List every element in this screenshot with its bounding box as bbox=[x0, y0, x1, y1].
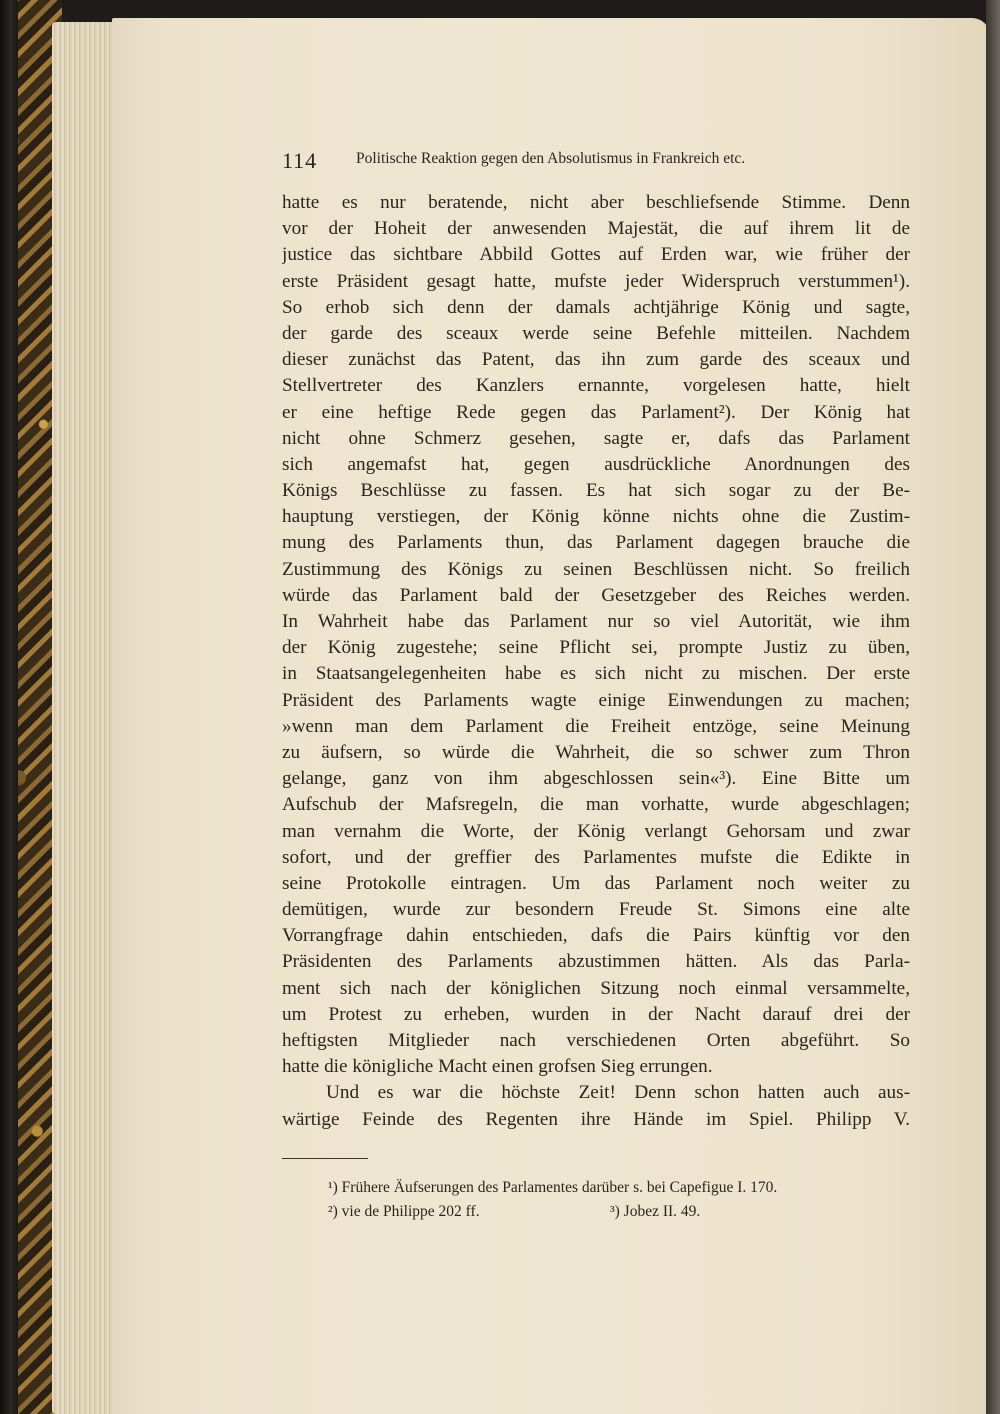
text-line: zu äufsern, so würde die Wahrheit, die so schwer zum Thron bbox=[282, 741, 910, 763]
footnote-row bbox=[328, 1200, 908, 1224]
text-line: würde das Parlament bald der Gesetzgeber des Reiches werden. bbox=[282, 584, 910, 606]
text-line: So erhob sich denn der damals achtjährige König und sagte, bbox=[282, 296, 910, 318]
text-line: vor der Hoheit der anwesenden Majestät, die auf ihrem lit de bbox=[282, 218, 910, 240]
footnote-2: ²) vie de Philippe 202 ff. bbox=[328, 1203, 480, 1220]
text-line: hauptung verstiegen, der König könne nichts ohne die Zustim- bbox=[282, 506, 910, 528]
text-line: erste Präsident gesagt hatte, mufste jeder Widerspruch verstummen¹). bbox=[282, 270, 910, 292]
text-line: sofort, und der greffier des Parlamentes mufste die Edikte in bbox=[282, 846, 910, 868]
text-line: in Staatsangelegenheiten habe es sich nicht zu mischen. Der erste bbox=[282, 663, 910, 685]
page-header bbox=[282, 148, 842, 178]
text-line: ment sich nach der königlichen Sitzung noch einmal versammelte, bbox=[282, 977, 910, 999]
text-line: wärtige Feinde des Regenten ihre Hände im Spiel. Philipp V. bbox=[282, 1108, 910, 1130]
text-line: heftigsten Mitglieder nach verschiedenen Orten abgeführt. So bbox=[282, 1030, 910, 1051]
text-line: justice das sichtbare Abbild Gottes auf Erden war, wie früher der bbox=[282, 244, 910, 266]
text-line: sich angemafst hat, gegen ausdrückliche Anordnungen des bbox=[282, 453, 910, 475]
text-line: Präsident des Parlaments wagte einige Einwendungen zu machen; bbox=[282, 689, 910, 711]
footnote-rule bbox=[282, 1158, 368, 1159]
text-line: er eine heftige Rede gegen das Parlament²). Der König hat bbox=[282, 401, 910, 423]
text-line: nicht ohne Schmerz gesehen, sagte er, dafs das Parlament bbox=[282, 427, 910, 449]
cover-spine bbox=[0, 0, 18, 1414]
text-line: hatte die königliche Macht einen grofsen Sieg errungen. bbox=[282, 1056, 713, 1078]
footnote-3: ³) Jobez II. 49. bbox=[610, 1203, 701, 1220]
text-line: Stellvertreter des Kanzlers ernannte, vorgelesen hatte, hielt bbox=[282, 375, 910, 397]
text-line: der garde des sceaux werde seine Befehle mitteilen. Nachdem bbox=[282, 322, 910, 344]
text-line: Aufschub der Mafsregeln, die man vorhatte, wurde abgeschlagen; bbox=[282, 794, 910, 816]
right-margin-edge bbox=[986, 0, 1000, 1414]
text-line: man vernahm die Worte, der König verlangt Gehorsam und zwar bbox=[282, 820, 910, 842]
text-line: demütigen, wurde zur besondern Freude St. Simons eine alte bbox=[282, 899, 910, 921]
footnotes bbox=[328, 1176, 908, 1224]
text-line: seine Protokolle eintragen. Um das Parlament noch weiter zu bbox=[282, 872, 910, 894]
text-line: Vorrangfrage dahin entschieden, dafs die Pairs künftig vor den bbox=[282, 925, 910, 947]
body-text bbox=[282, 190, 910, 1133]
footnote-1: ¹) Frühere Äufserungen des Parlamentes darüber s. bei Capefigue I. 170. bbox=[328, 1179, 778, 1196]
text-line: Und es war die höchste Zeit! Denn schon hatten auch aus- bbox=[326, 1082, 910, 1104]
text-line: der König zugestehe; seine Pflicht sei, prompte Justiz zu üben, bbox=[282, 637, 910, 659]
text-line: hatte es nur beratende, nicht aber beschliefsende Stimme. Denn bbox=[282, 192, 910, 213]
text-line: »wenn man dem Parlament die Freiheit entzöge, seine Meinung bbox=[282, 715, 910, 737]
page-number: 114 bbox=[282, 148, 318, 173]
text-line: dieser zunächst das Patent, das ihn zum garde des sceaux und bbox=[282, 349, 910, 371]
text-line: gelange, ganz von ihm abgeschlossen sein«³). Eine Bitte um bbox=[282, 768, 910, 790]
text-line: mung des Parlaments thun, das Parlament dagegen brauche die bbox=[282, 532, 910, 554]
text-line: Königs Beschlüsse zu fassen. Es hat sich sogar zu der Be- bbox=[282, 480, 910, 502]
text-line: Zustimmung des Königs zu seinen Beschlüssen nicht. So freilich bbox=[282, 558, 910, 580]
text-line: Präsidenten des Parlaments abzustimmen hätten. Als das Parla- bbox=[282, 951, 910, 973]
running-title: Politische Reaktion gegen den Absolutismus in Frankreich etc. bbox=[356, 150, 746, 167]
text-line: In Wahrheit habe das Parlament nur so viel Autorität, wie ihm bbox=[282, 611, 910, 632]
text-line: um Protest zu erheben, wurden in der Nacht darauf drei der bbox=[282, 1003, 910, 1025]
